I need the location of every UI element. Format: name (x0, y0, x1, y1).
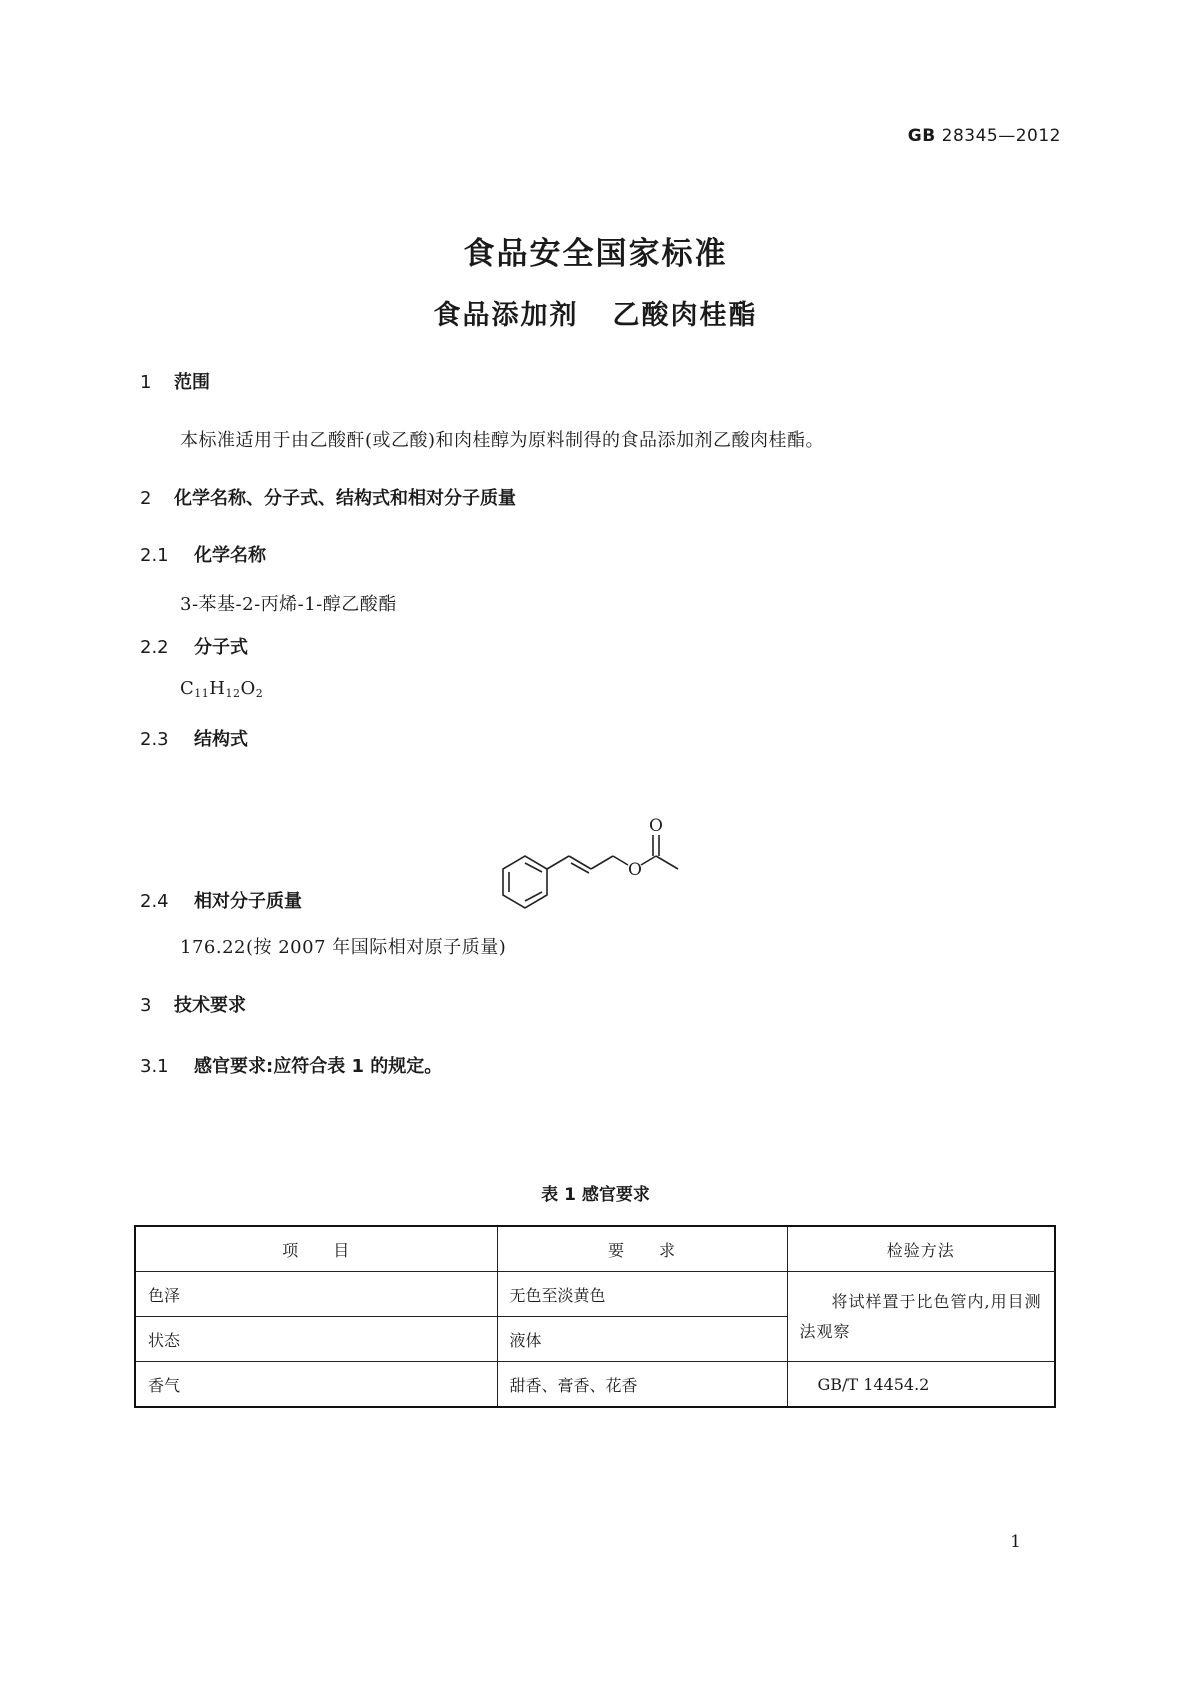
section-1-heading: 1 范围 (140, 372, 210, 393)
cell-method-merged: 将试样置于比色管内,用目测法观察 (787, 1272, 1055, 1362)
table-row (135, 1272, 1055, 1317)
section-1-title: 范围 (174, 372, 210, 393)
cell-item: 香气 (135, 1362, 497, 1408)
header-requirement: 要 求 (497, 1226, 787, 1272)
sensory-requirements-table (134, 1225, 1056, 1408)
table-header-row (135, 1226, 1055, 1272)
cell-requirement: 无色至淡黄色 (497, 1272, 787, 1317)
section-3-heading: 3 技术要求 (140, 995, 246, 1016)
section-3-1-heading: 3.1 感官要求:应符合表 1 的规定。 (140, 1056, 443, 1077)
section-2-1-title: 化学名称 (194, 545, 266, 566)
cell-requirement: 液体 (497, 1317, 787, 1362)
cell-method: GB/T 14454.2 (787, 1362, 1055, 1408)
section-2-heading: 2 化学名称、分子式、结构式和相对分子质量 (140, 488, 516, 509)
table-caption: 表 1 感官要求 (541, 1185, 650, 1205)
structural-formula (490, 817, 710, 927)
header-item: 项 目 (135, 1226, 497, 1272)
chemical-name: 3-苯基-2-丙烯-1-醇乙酸酯 (180, 594, 397, 615)
table-row (135, 1362, 1055, 1408)
ester-oxygen-label: O (628, 860, 642, 880)
molecular-formula: $C_{11}H_{12}O_2$ (180, 678, 264, 700)
cell-requirement: 甜香、膏香、花香 (497, 1362, 787, 1408)
sub-title-right: 乙酸肉桂酯 (612, 300, 758, 331)
section-2-2-title: 分子式 (194, 637, 248, 658)
section-3-title: 技术要求 (174, 995, 246, 1016)
code-prefix: GB (907, 126, 936, 146)
section-1-text: 本标准适用于由乙酸酐(或乙酸)和肉桂醇为原料制得的食品添加剂乙酸肉桂酯。 (180, 430, 825, 451)
section-2-4-title: 相对分子质量 (194, 891, 302, 912)
page-number: 1 (1010, 1532, 1021, 1552)
main-title: 食品安全国家标准 (463, 236, 728, 272)
header-method: 检验方法 (787, 1226, 1055, 1272)
cell-item: 状态 (135, 1317, 497, 1362)
section-2-title: 化学名称、分子式、结构式和相对分子质量 (174, 488, 516, 509)
carbonyl-oxygen-label: O (649, 817, 663, 836)
section-2-1-heading: 2.1 化学名称 (140, 545, 266, 566)
cell-item: 色泽 (135, 1272, 497, 1317)
code-number: 28345—2012 (941, 126, 1061, 146)
section-2-3-heading: 2.3 结构式 (140, 729, 248, 750)
section-2-3-title: 结构式 (194, 729, 248, 750)
molecular-mass: 176.22(按 2007 年国际相对原子质量) (180, 937, 507, 958)
section-2-4-heading: 2.4 相对分子质量 (140, 891, 302, 912)
section-3-1-title: 感官要求:应符合表 1 的规定。 (194, 1056, 443, 1077)
sub-title (0, 293, 1191, 332)
sub-title-left: 食品添加剂 (433, 300, 579, 331)
section-2-2-heading: 2.2 分子式 (140, 637, 248, 658)
standard-code (908, 126, 1061, 146)
